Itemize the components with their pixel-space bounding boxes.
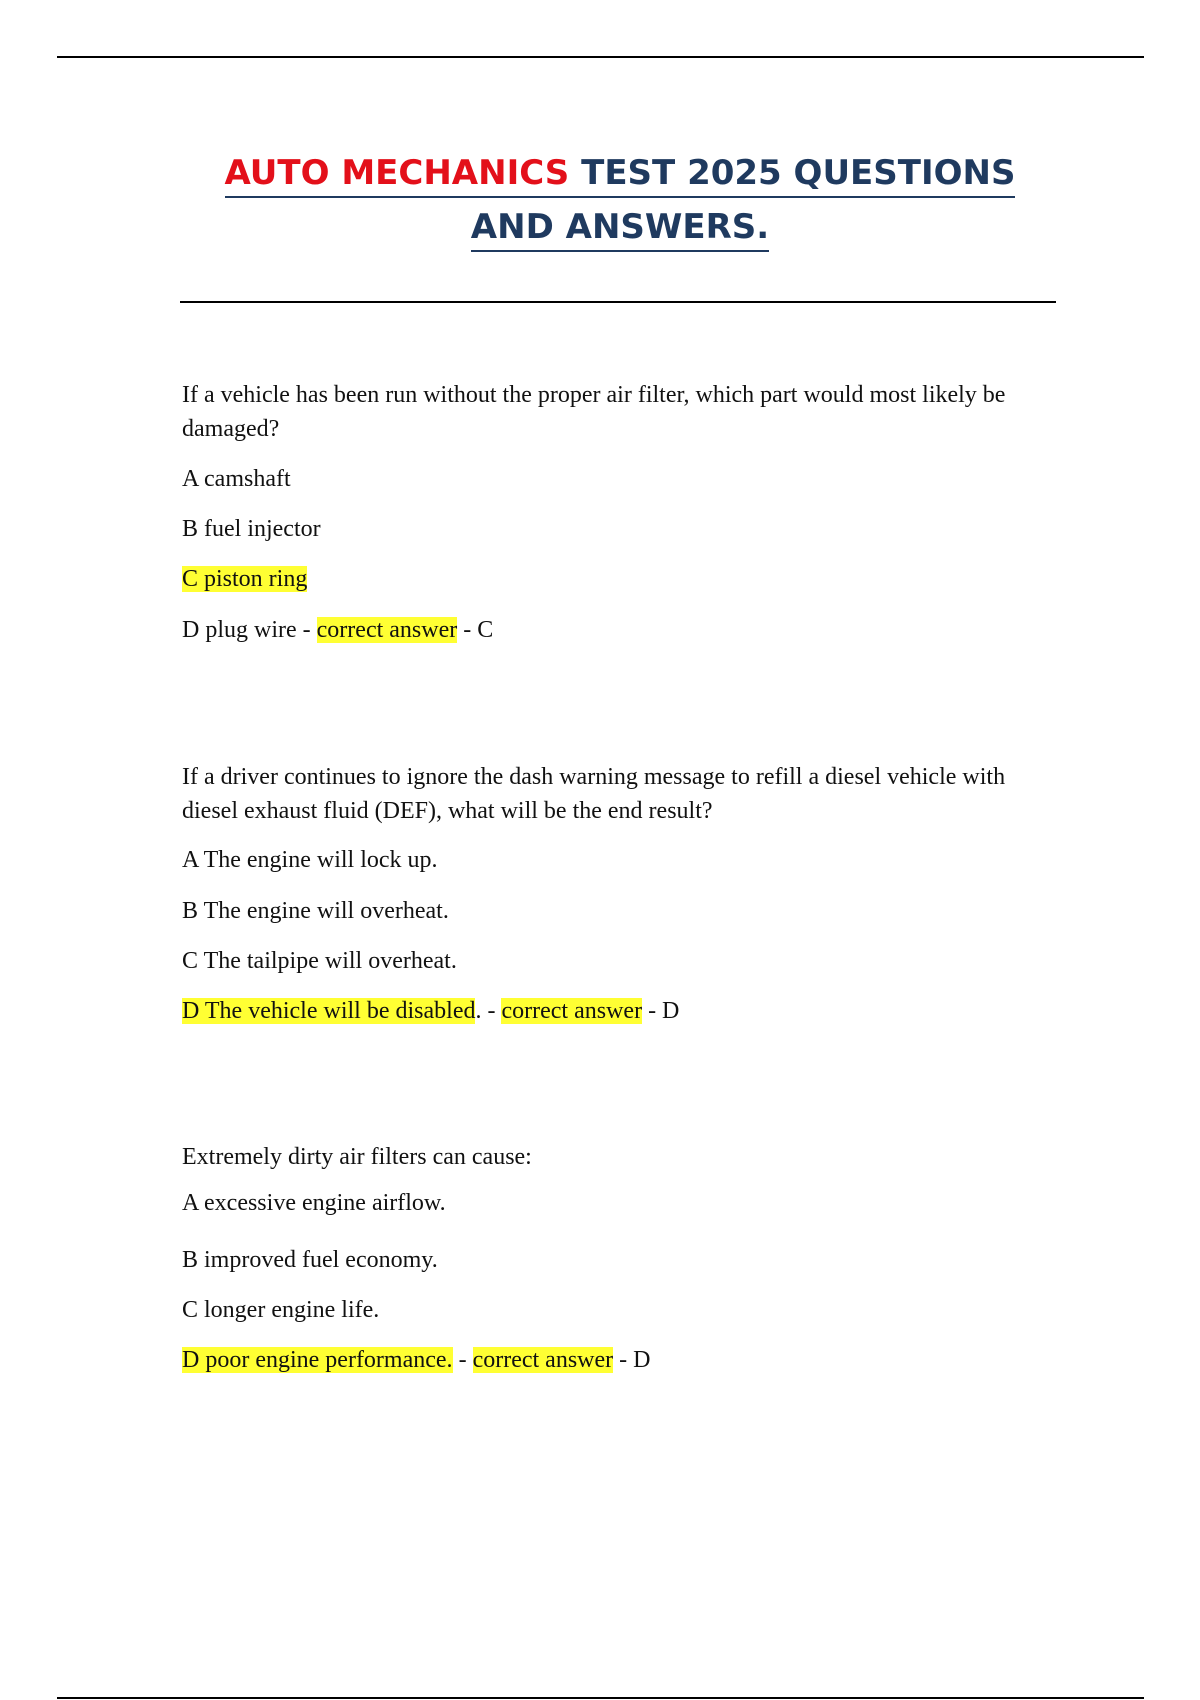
- question-1-option-d: [182, 615, 493, 645]
- answer-letter: - C: [457, 617, 494, 643]
- question-3-option-d: [182, 1345, 650, 1375]
- question-2-option-b: B The engine will overheat.: [182, 898, 449, 924]
- title-red-part: AUTO MECHANICS: [224, 153, 570, 193]
- question-2-option-d: [182, 996, 679, 1026]
- title-line-2: AND ANSWERS.: [471, 204, 769, 252]
- answer-letter: - D: [642, 998, 680, 1024]
- option-d-label: D plug wire: [182, 617, 297, 643]
- correct-answer-label: correct answer: [501, 998, 643, 1024]
- highlighted-option: D The vehicle will be disabled: [182, 998, 476, 1024]
- question-3-option-b: B improved fuel economy.: [182, 1247, 438, 1273]
- question-2-text: If a driver continues to ignore the dash warning message to refill a diesel vehicle with diesel exhaust fluid (DEF), what will be the end result?: [182, 764, 1006, 824]
- question-2-option-c: C The tailpipe will overheat.: [182, 948, 457, 974]
- title-blue-part: TEST 2025 QUESTIONS: [569, 153, 1016, 193]
- question-1-option-c: [182, 564, 307, 594]
- highlighted-option: D poor engine performance.: [182, 1347, 453, 1373]
- correct-answer-label: correct answer: [472, 1347, 614, 1373]
- answer-separator: -: [296, 617, 317, 643]
- title-line-1: [225, 150, 1016, 198]
- question-3-text: Extremely dirty air filters can cause:: [182, 1144, 532, 1170]
- page-top-rule: [57, 56, 1144, 58]
- highlighted-option: C piston ring: [182, 566, 308, 592]
- title-divider: [180, 301, 1056, 303]
- page-bottom-rule: [57, 1697, 1144, 1699]
- answer-letter: - D: [613, 1347, 651, 1373]
- question-2-option-a: A The engine will lock up.: [182, 847, 438, 873]
- document-title: [180, 146, 1060, 254]
- question-3-option-c: C longer engine life.: [182, 1297, 380, 1323]
- question-1-option-a: A camshaft: [182, 466, 291, 492]
- answer-separator: -: [452, 1347, 473, 1373]
- correct-answer-label: correct answer: [316, 617, 458, 643]
- answer-separator: . -: [475, 998, 502, 1024]
- question-1-text: If a vehicle has been run without the proper air filter, which part would most likely be damaged?: [182, 382, 1006, 442]
- question-3-option-a: A excessive engine airflow.: [182, 1190, 446, 1216]
- question-1-option-b: B fuel injector: [182, 516, 321, 542]
